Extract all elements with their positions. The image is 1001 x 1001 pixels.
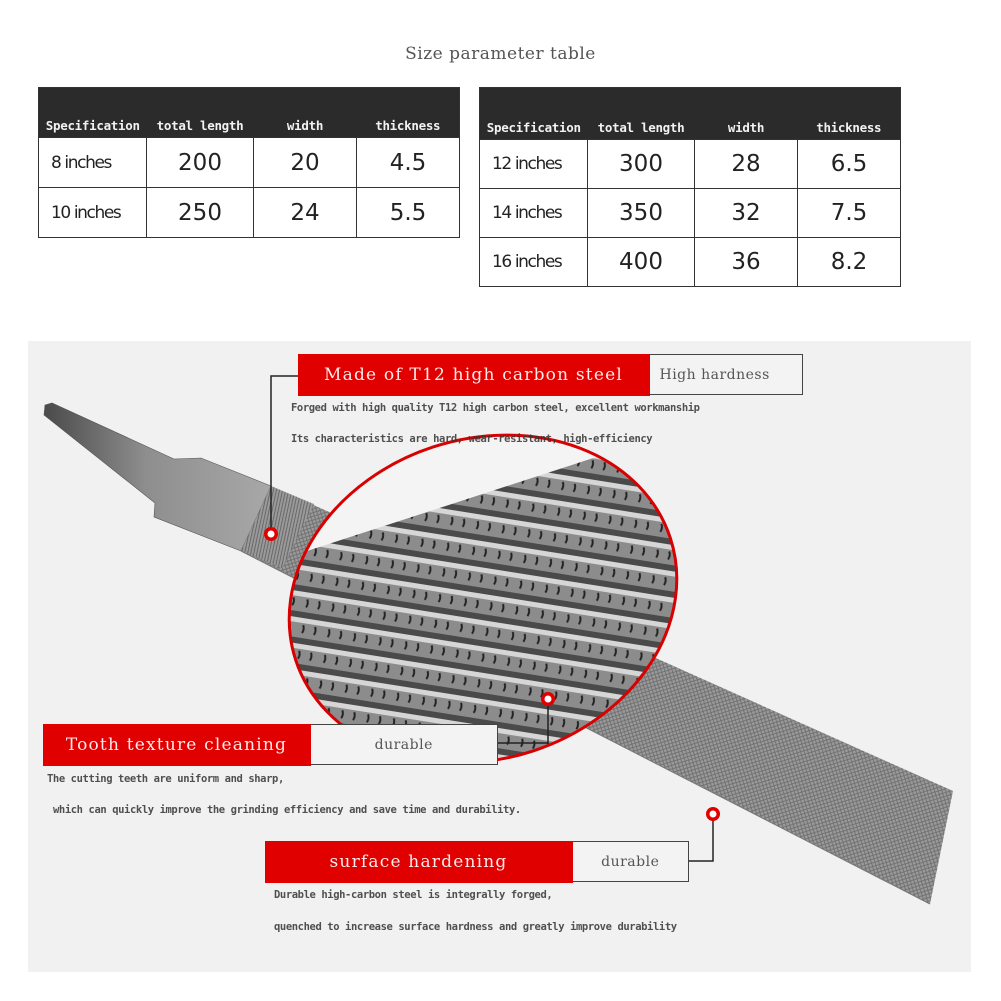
cell-thickness: 6.5 bbox=[798, 140, 901, 189]
cell-thickness: 8.2 bbox=[798, 238, 901, 287]
feature-description-line: quenched to increase surface hardness and greatly improve durability bbox=[274, 921, 677, 933]
column-header-width: width bbox=[695, 88, 798, 140]
column-header-width: width bbox=[254, 88, 357, 138]
cell-total-length: 250 bbox=[147, 188, 254, 238]
feature-tag: durable bbox=[374, 736, 433, 753]
file-tang bbox=[44, 403, 271, 551]
callout-marker-dot-1 bbox=[264, 527, 278, 541]
size-table-right bbox=[479, 87, 901, 287]
column-header-specification: Specification bbox=[480, 88, 588, 140]
feature-description-line: which can quickly improve the grinding efficiency and save time and durability. bbox=[53, 804, 521, 816]
size-table-left bbox=[38, 87, 460, 238]
feature-description-line: The cutting teeth are uniform and sharp, bbox=[47, 773, 284, 785]
feature-heading-label: Tooth texture cleaning bbox=[43, 724, 311, 766]
table-row bbox=[39, 188, 460, 238]
tooth-closeup-magnifier bbox=[222, 373, 771, 858]
cell-width: 20 bbox=[254, 138, 357, 188]
cell-total-length: 300 bbox=[588, 140, 695, 189]
column-header-thickness: thickness bbox=[357, 88, 460, 138]
cell-thickness: 7.5 bbox=[798, 189, 901, 238]
cell-total-length: 200 bbox=[147, 138, 254, 188]
column-header-specification: Specification bbox=[39, 88, 147, 138]
feature-heading-tooth-texture bbox=[43, 724, 498, 765]
feature-heading-surface-hardening bbox=[265, 841, 689, 882]
callout-marker-dot-3 bbox=[706, 807, 720, 821]
feature-description-line: Durable high-carbon steel is integrally forged, bbox=[274, 889, 553, 901]
cell-width: 24 bbox=[254, 188, 357, 238]
feature-heading-label: Made of T12 high carbon steel bbox=[298, 354, 650, 396]
table-row bbox=[480, 189, 901, 238]
cell-specification: 16 inches bbox=[480, 238, 588, 287]
cell-specification: 12 inches bbox=[480, 140, 588, 189]
table-header-row bbox=[39, 88, 460, 138]
cell-specification: 10 inches bbox=[39, 188, 147, 238]
cell-width: 32 bbox=[695, 189, 798, 238]
cell-specification: 14 inches bbox=[480, 189, 588, 238]
feature-tag: High hardness bbox=[659, 366, 770, 383]
column-header-total-length: total length bbox=[147, 88, 254, 138]
callout-marker-dot-2 bbox=[541, 692, 555, 706]
feature-description-line: Its characteristics are hard, wear-resistant, high-efficiency bbox=[291, 433, 653, 445]
cell-width: 36 bbox=[695, 238, 798, 287]
cell-total-length: 400 bbox=[588, 238, 695, 287]
cell-total-length: 350 bbox=[588, 189, 695, 238]
table-header-row bbox=[480, 88, 901, 140]
feature-description-line: Forged with high quality T12 high carbon steel, excellent workmanship bbox=[291, 402, 700, 414]
cell-thickness: 4.5 bbox=[357, 138, 460, 188]
feature-heading-label: surface hardening bbox=[265, 841, 573, 883]
column-header-thickness: thickness bbox=[798, 88, 901, 140]
table-row bbox=[39, 138, 460, 188]
feature-tag: durable bbox=[601, 853, 660, 870]
leader-line-3 bbox=[688, 814, 713, 861]
cell-thickness: 5.5 bbox=[357, 188, 460, 238]
table-row bbox=[480, 140, 901, 189]
feature-panel bbox=[28, 341, 971, 972]
cell-specification: 8 inches bbox=[39, 138, 147, 188]
cell-width: 28 bbox=[695, 140, 798, 189]
column-header-total-length: total length bbox=[588, 88, 695, 140]
page-title: Size parameter table bbox=[405, 44, 596, 64]
table-row bbox=[480, 238, 901, 287]
feature-heading-t12-steel bbox=[298, 354, 803, 395]
